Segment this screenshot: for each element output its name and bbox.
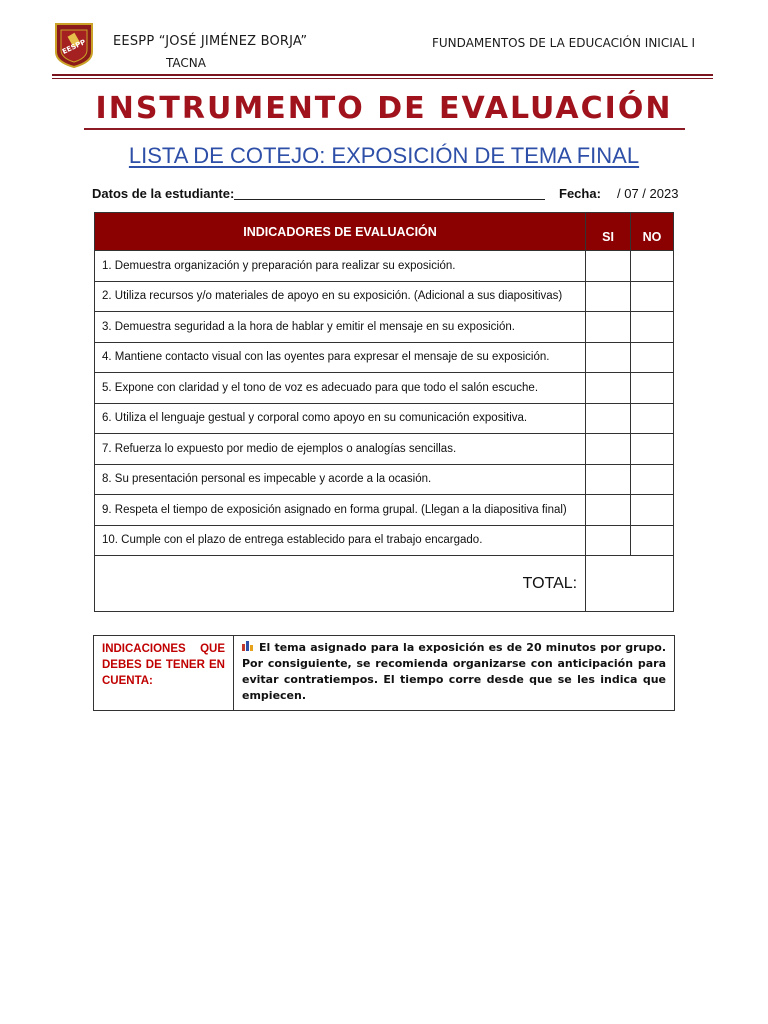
header-si: SI <box>586 213 631 251</box>
indicator-text: 1. Demuestra organización y preparación para realizar su exposición. <box>95 251 586 282</box>
instructions-content <box>234 636 675 711</box>
indicator-text: 2. Utiliza recursos y/o materiales de apoyo en su exposición. (Adicional a sus diapositivas) <box>95 281 586 312</box>
indicator-text: 3. Demuestra seguridad a la hora de hablar y emitir el mensaje en su exposición. <box>95 312 586 343</box>
table-row <box>95 464 674 495</box>
si-checkbox-cell[interactable] <box>586 525 631 556</box>
table-row <box>95 373 674 404</box>
institution-name: EESPP “JOSÉ JIMÉNEZ BORJA” <box>113 34 308 49</box>
table-row <box>95 281 674 312</box>
si-checkbox-cell[interactable] <box>586 251 631 282</box>
title-underline <box>84 128 685 130</box>
si-checkbox-cell[interactable] <box>586 342 631 373</box>
header-no: NO <box>631 213 674 251</box>
table-row <box>95 403 674 434</box>
no-checkbox-cell[interactable] <box>631 251 674 282</box>
instructions-text: El tema asignado para la exposición es de 20 minutos por grupo. Por consiguiente, se recomienda organizarse con anticipación para evitar contratiempos. El tiempo corre desde que se les indica que empiecen. <box>242 641 666 702</box>
no-checkbox-cell[interactable] <box>631 342 674 373</box>
indicator-text: 4. Mantiene contacto visual con las oyentes para expresar el mensaje de su exposición. <box>95 342 586 373</box>
table-row <box>95 525 674 556</box>
student-data-label: Datos de la estudiante: <box>92 186 235 201</box>
indicator-text: 9. Respeta el tiempo de exposición asignado en forma grupal. (Llegan a la diapositiva final) <box>95 495 586 526</box>
si-checkbox-cell[interactable] <box>586 373 631 404</box>
total-value-cell[interactable] <box>586 556 674 612</box>
no-checkbox-cell[interactable] <box>631 434 674 465</box>
si-checkbox-cell[interactable] <box>586 403 631 434</box>
table-row <box>95 495 674 526</box>
table-row <box>95 434 674 465</box>
indicator-text: 10. Cumple con el plazo de entrega establecido para el trabajo encargado. <box>95 525 586 556</box>
date-label: Fecha: <box>559 186 601 201</box>
no-checkbox-cell[interactable] <box>631 373 674 404</box>
total-label: TOTAL: <box>95 556 586 612</box>
header-divider-thin <box>52 78 713 79</box>
no-checkbox-cell[interactable] <box>631 312 674 343</box>
si-checkbox-cell[interactable] <box>586 312 631 343</box>
table-header-row <box>95 213 674 251</box>
si-checkbox-cell[interactable] <box>586 434 631 465</box>
logo-text: EESPP <box>61 38 87 56</box>
indicator-text: 5. Expone con claridad y el tono de voz es adecuado para que todo el salón escuche. <box>95 373 586 404</box>
page-title: INSTRUMENTO DE EVALUACIÓN <box>95 91 673 126</box>
evaluation-table <box>94 212 674 612</box>
institution-city: TACNA <box>166 56 206 70</box>
indicator-text: 6. Utiliza el lenguaje gestual y corporal como apoyo en su comunicación expositiva. <box>95 403 586 434</box>
indicator-text: 8. Su presentación personal es impecable y acorde a la ocasión. <box>95 464 586 495</box>
table-row <box>95 342 674 373</box>
student-data-field[interactable] <box>234 199 545 200</box>
header-divider <box>52 74 713 76</box>
indicator-text: 7. Refuerza lo expuesto por medio de ejemplos o analogías sencillas. <box>95 434 586 465</box>
header-indicators: INDICADORES DE EVALUACIÓN <box>95 213 586 251</box>
si-checkbox-cell[interactable] <box>586 464 631 495</box>
no-checkbox-cell[interactable] <box>631 525 674 556</box>
total-row <box>95 556 674 612</box>
no-checkbox-cell[interactable] <box>631 464 674 495</box>
instructions-label: INDICACIONES QUE DEBES DE TENER EN CUENTA: <box>94 636 234 711</box>
course-name: FUNDAMENTOS DE LA EDUCACIÓN INICIAL I <box>432 36 695 50</box>
bullet-icon <box>242 641 255 651</box>
instructions-box <box>93 635 675 711</box>
no-checkbox-cell[interactable] <box>631 495 674 526</box>
no-checkbox-cell[interactable] <box>631 281 674 312</box>
table-row <box>95 251 674 282</box>
page-subtitle: LISTA DE COTEJO: EXPOSICIÓN DE TEMA FINAL <box>128 143 640 168</box>
si-checkbox-cell[interactable] <box>586 495 631 526</box>
date-value[interactable]: / 07 / 2023 <box>617 186 679 201</box>
school-logo <box>53 22 95 68</box>
si-checkbox-cell[interactable] <box>586 281 631 312</box>
table-row <box>95 312 674 343</box>
no-checkbox-cell[interactable] <box>631 403 674 434</box>
